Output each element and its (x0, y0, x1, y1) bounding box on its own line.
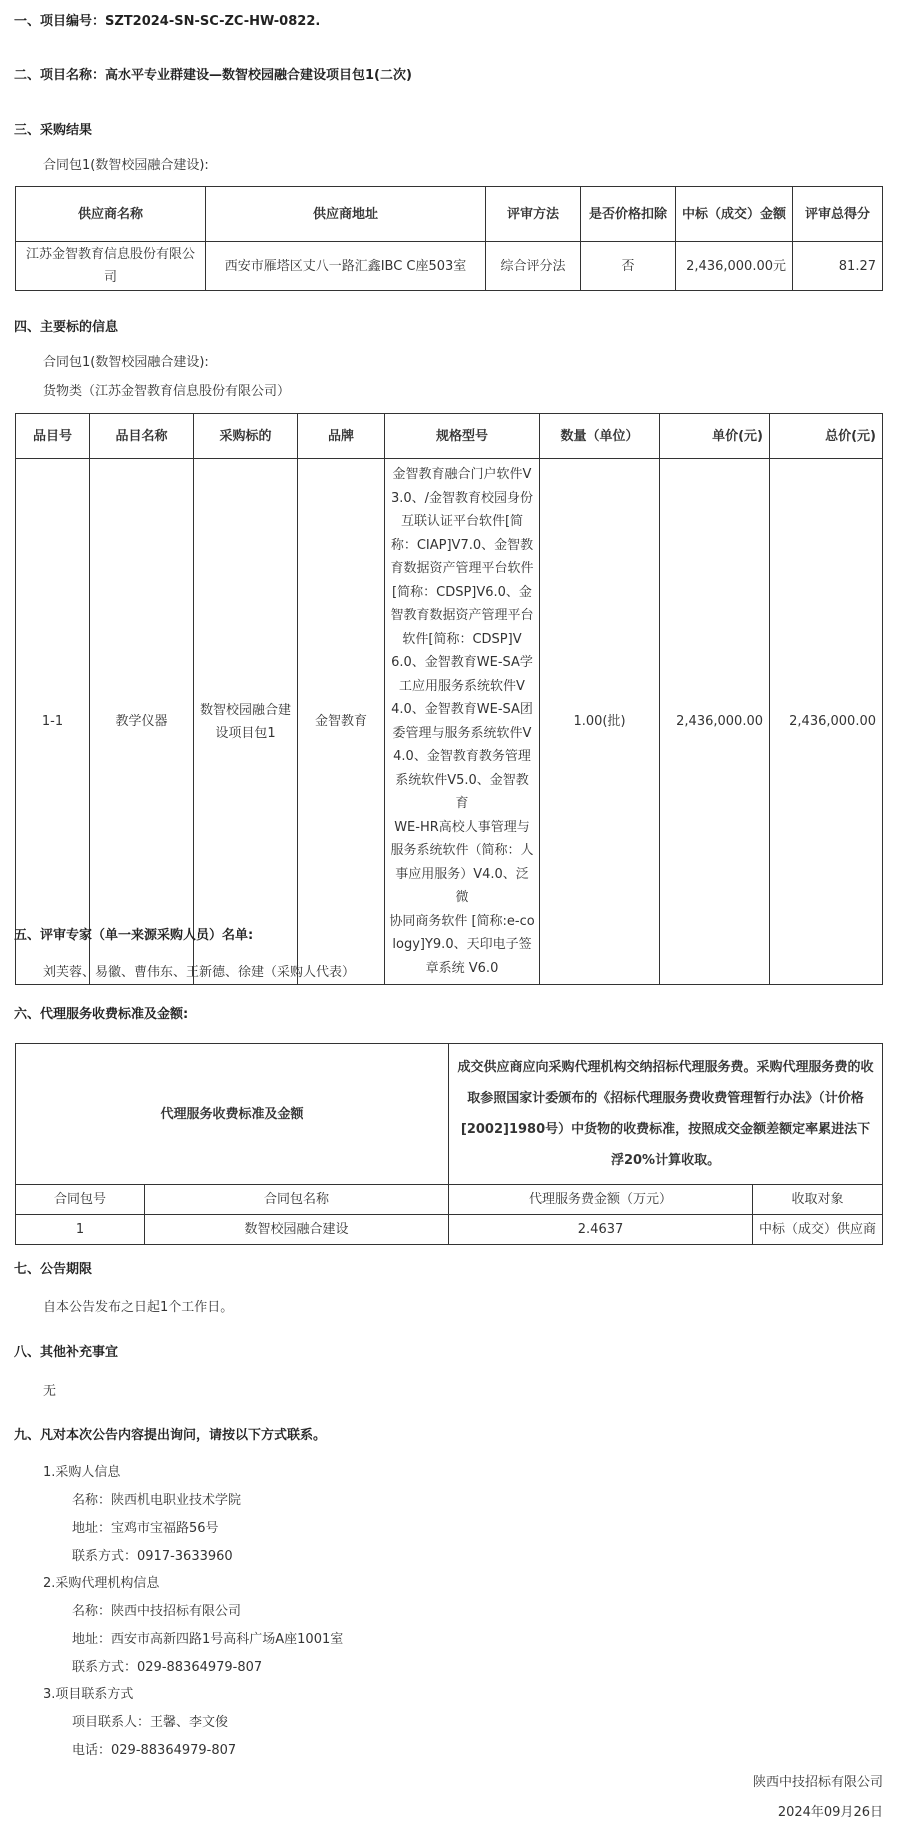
main-item-table (15, 413, 883, 985)
project-number-value: SZT2024-SN-SC-ZC-HW-0822. (105, 14, 321, 29)
table-row (16, 459, 883, 985)
col-charge-target: 收取对象 (753, 1185, 883, 1215)
col-total-price: 总价(元) (770, 414, 883, 459)
price-deduction-cell: 否 (581, 242, 676, 291)
col-quantity: 数量（单位） (540, 414, 660, 459)
footer-organization: 陕西中技招标有限公司 (752, 1775, 883, 1790)
quantity-cell: 1.00(批) (540, 459, 660, 985)
fee-amount-cell: 2.4637 (449, 1215, 753, 1245)
fee-standard-row (16, 1044, 883, 1185)
project-name-value: 高水平专业群建设—数智校园融合建设项目包1(二次) (105, 68, 412, 83)
review-method-cell: 综合评分法 (486, 242, 581, 291)
item-name-cell: 教学仪器 (90, 459, 194, 985)
col-supplier-address: 供应商地址 (206, 187, 486, 242)
footer-date: 2024年09月26日 (777, 1805, 883, 1820)
total-score-cell: 81.27 (793, 242, 883, 291)
charge-target-cell: 中标（成交）供应商 (753, 1215, 883, 1245)
section-4-category: 货物类（江苏金智教育信息股份有限公司） (43, 384, 291, 399)
section-6-heading: 六、代理服务收费标准及金额: (14, 1007, 189, 1022)
package-name-cell: 数智校园融合建设 (145, 1215, 449, 1245)
fee-standard-label: 代理服务收费标准及金额 (16, 1044, 449, 1185)
table-header-row (16, 414, 883, 459)
col-total-score: 评审总得分 (793, 187, 883, 242)
col-price-deduction: 是否价格扣除 (581, 187, 676, 242)
item-no-cell: 1-1 (16, 459, 90, 985)
supplier-name-cell: 江苏金智教育信息股份有限公司 (16, 242, 206, 291)
project-name-label: 二、项目名称： (14, 68, 106, 83)
agency-fee-table (15, 1043, 883, 1245)
table-header-row (16, 187, 883, 242)
project-contact-person: 项目联系人：王馨、李文俊 (72, 1715, 229, 1730)
section-3-heading: 三、采购结果 (14, 123, 93, 138)
agency-contact: 联系方式：029-88364979-807 (72, 1660, 263, 1675)
agency-address: 地址：西安市高新四路1号高科广场A座1001室 (72, 1632, 344, 1647)
section-9-heading: 九、凡对本次公告内容提出询问，请按以下方式联系。 (14, 1428, 327, 1443)
purchaser-name: 名称：陕西机电职业技术学院 (72, 1493, 242, 1508)
agency-name: 名称：陕西中技招标有限公司 (72, 1604, 242, 1619)
col-supplier-name: 供应商名称 (16, 187, 206, 242)
supplementary-text: 无 (43, 1384, 57, 1399)
col-unit-price: 单价(元) (660, 414, 770, 459)
col-package-no: 合同包号 (16, 1185, 145, 1215)
purchaser-address: 地址：宝鸡市宝福路56号 (72, 1521, 219, 1536)
agency-title: 2.采购代理机构信息 (43, 1576, 160, 1591)
purchaser-contact: 联系方式：0917-3633960 (72, 1549, 233, 1564)
col-brand: 品牌 (298, 414, 385, 459)
package-no-cell: 1 (16, 1215, 145, 1245)
spec-cell: 金智教育融合门户软件V 3.0、/金智教育校园身份 互联认证平台软件[简 称：CIAP]V7.0、金智教 育数据资产管理平台软件 [简称：CDSP]V6.0、金 智教育数据资产管理平台 软件[简称：CDSP]V 6.0、金智教育WE-SA学 工应用服务系统软件V 4.0、金智教育WE-SA团 委管理与服务系统软件V 4.0、金智教育教务管理 系统软件V5.0、金智教育 WE-HR高校人事管理与 服务系统软件（简称：人 事应用服务）V4.0、泛微 协同商务软件 [简称:e-co logy]Y9.0、天印电子签 章系统 V6.0 (385, 459, 540, 985)
supplier-address-cell: 西安市雁塔区丈八一路汇鑫IBC C座503室 (206, 242, 486, 291)
col-award-amount: 中标（成交）金额 (676, 187, 793, 242)
section-4-heading: 四、主要标的信息 (14, 320, 119, 335)
table-row (16, 1215, 883, 1245)
award-amount-cell: 2,436,000.00元 (676, 242, 793, 291)
section-8-heading: 八、其他补充事宜 (14, 1345, 119, 1360)
project-contact-phone: 电话：029-88364979-807 (72, 1743, 237, 1758)
brand-cell: 金智教育 (298, 459, 385, 985)
project-number-line (14, 10, 320, 29)
table-header-row (16, 1185, 883, 1215)
notice-period-text: 自本公告发布之日起1个工作日。 (43, 1300, 234, 1315)
project-number-label: 一、项目编号： (14, 14, 106, 29)
project-contact-title: 3.项目联系方式 (43, 1687, 134, 1702)
section-7-heading: 七、公告期限 (14, 1262, 93, 1277)
col-fee-amount: 代理服务费金额（万元） (449, 1185, 753, 1215)
expert-list: 刘芙蓉、易徽、曹伟东、王新德、徐建（采购人代表） (43, 965, 356, 980)
unit-price-cell: 2,436,000.00 (660, 459, 770, 985)
target-cell: 数智校园融合建设项目包1 (194, 459, 298, 985)
col-spec: 规格型号 (385, 414, 540, 459)
col-item-name: 品目名称 (90, 414, 194, 459)
total-price-cell: 2,436,000.00 (770, 459, 883, 985)
project-name-line (14, 64, 412, 83)
section-3-package: 合同包1(数智校园融合建设): (43, 158, 209, 173)
section-4-package: 合同包1(数智校园融合建设): (43, 355, 209, 370)
fee-standard-text: 成交供应商应向采购代理机构交纳招标代理服务费。采购代理服务费的收取参照国家计委颁布的《招标代理服务费收费管理暂行办法》（计价格[2002]1980号）中货物的收费标准，按照成交金额差额定率累进法下浮20%计算收取。 (449, 1044, 883, 1185)
section-5-heading: 五、评审专家（单一来源采购人员）名单: (14, 928, 254, 943)
purchaser-title: 1.采购人信息 (43, 1465, 121, 1480)
col-review-method: 评审方法 (486, 187, 581, 242)
col-package-name: 合同包名称 (145, 1185, 449, 1215)
col-target: 采购标的 (194, 414, 298, 459)
table-row (16, 242, 883, 291)
purchase-result-table (15, 186, 883, 291)
col-item-no: 品目号 (16, 414, 90, 459)
